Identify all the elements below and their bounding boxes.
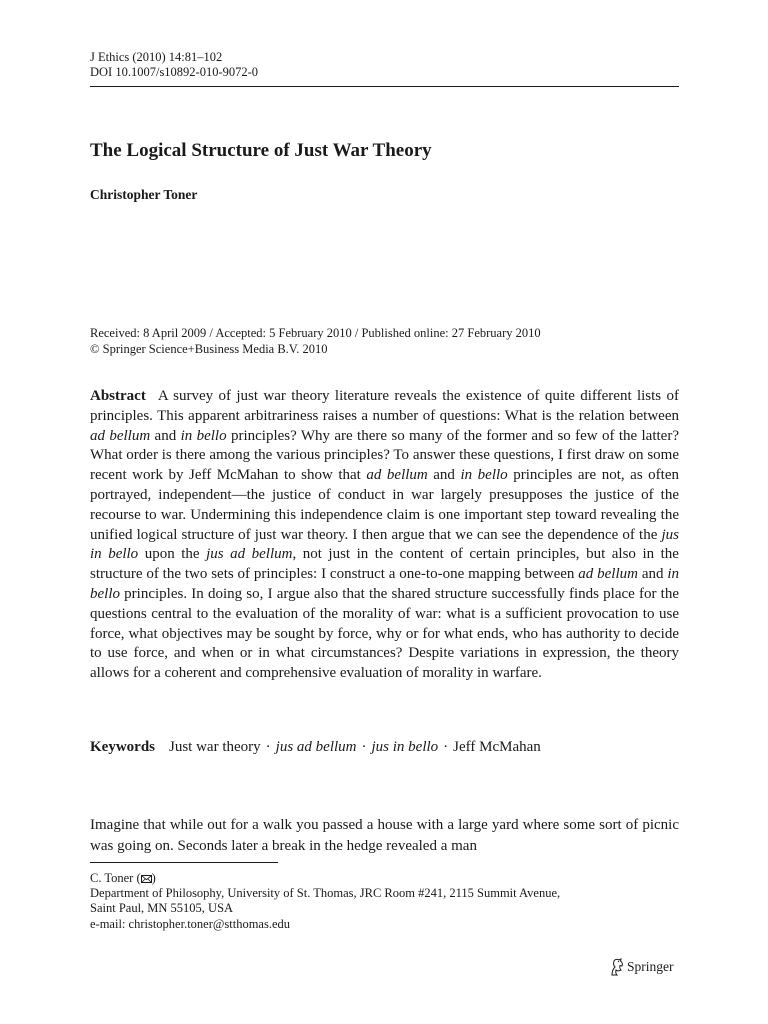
keywords-label: Keywords [90, 739, 155, 755]
keyword: Just war theory [169, 739, 261, 755]
abstract-term: ad bellum [366, 467, 428, 484]
footnote-rule [90, 862, 278, 863]
keyword: jus ad bellum [275, 739, 357, 755]
keyword: Jeff McMahan [453, 739, 541, 755]
keyword: jus in bello [371, 739, 439, 755]
abstract-term: in bello [460, 467, 508, 484]
abstract-text: and [150, 427, 181, 444]
copyright-line: © Springer Science+Business Media B.V. 2010 [90, 341, 328, 356]
abstract-text: , not just in the content of certain principles, but also in the structure of the two sets of principles: I construct a one-to-one mapping between [90, 546, 679, 583]
author-name: Christopher Toner [90, 187, 198, 202]
affiliation: Department of Philosophy, University of St. Thomas, JRC Room #241, 2115 Summit Avenue, [90, 886, 561, 901]
footnote-name: C. Toner ( [90, 871, 141, 885]
journal-citation: J Ethics (2010) 14:81–102 [90, 50, 223, 64]
article-title: The Logical Structure of Just War Theory [90, 140, 432, 161]
abstract-text: and [637, 566, 668, 583]
body-paragraph: Imagine that while out for a walk you passed a house with a large yard where some sort of picnic was going on. Seconds later a break in the hedge revealed a man [90, 817, 679, 854]
abstract-text: principles? Why are there so many of the former and so few of the latter? What order is there among the various principles? To answer these questions, I first draw on some recent work by Jeff McMahan to show that [90, 427, 679, 484]
envelope-icon [141, 875, 152, 883]
footnote-name-close: ) [151, 871, 156, 885]
abstract-text: principles. In doing so, I argue also that the shared structure successfully finds place for the questions central to the evaluation of the morality of war: what is a sufficient provocation to use force, what objectives may be sought by force, why or for what ends, who has authority to decide to use force, and when or in what circumstances? Despite variations in expression, the theory allows for a coherent and comprehensive evaluation of morality in warfare. [90, 585, 679, 682]
publisher-name: Springer [627, 959, 674, 974]
keyword-separator: · [265, 739, 271, 755]
abstract-text: principles are not, as often portrayed, independent—the justice of conduct in war largely presupposes the justice of the recourse to war. Undermining this independence claim is one important step toward revealing the unified logical structure of just war theory. I then argue that we can see the dependence of the [90, 467, 680, 543]
springer-horse-icon [608, 958, 624, 976]
keyword-separator: · [443, 739, 449, 755]
abstract-text: and [427, 467, 461, 484]
abstract-text: upon the [138, 546, 207, 563]
doi: DOI 10.1007/s10892-010-9072-0 [90, 65, 259, 79]
journal-header [90, 50, 258, 80]
affiliation-city: Saint Paul, MN 55105, USA [90, 901, 234, 916]
abstract-text: A survey of just war theory literature reveals the existence of quite different lists of principles. This apparent arbitrariness raises a number of questions: What is the relation between [90, 388, 679, 424]
abstract-term: ad bellum [90, 427, 151, 444]
abstract-term: jus ad bellum [206, 546, 293, 563]
author-email: e-mail: christopher.toner@stthomas.edu [90, 916, 291, 931]
publication-history [90, 326, 690, 357]
abstract-label: Abstract [90, 388, 146, 404]
abstract-term: in bello [90, 566, 680, 602]
abstract-term: ad bellum [578, 566, 638, 583]
abstract-term: in bello [180, 427, 227, 444]
author-footnote [90, 871, 690, 932]
header-rule [90, 86, 679, 87]
publisher-logo [608, 958, 674, 976]
history-dates: Received: 8 April 2009 / Accepted: 5 February 2010 / Published online: 27 February 2010 [90, 326, 541, 340]
abstract-term: jus in bello [90, 526, 679, 563]
corresponding-author [90, 871, 690, 886]
abstract [90, 387, 679, 684]
keyword-separator: · [361, 739, 367, 755]
keywords [90, 737, 690, 757]
